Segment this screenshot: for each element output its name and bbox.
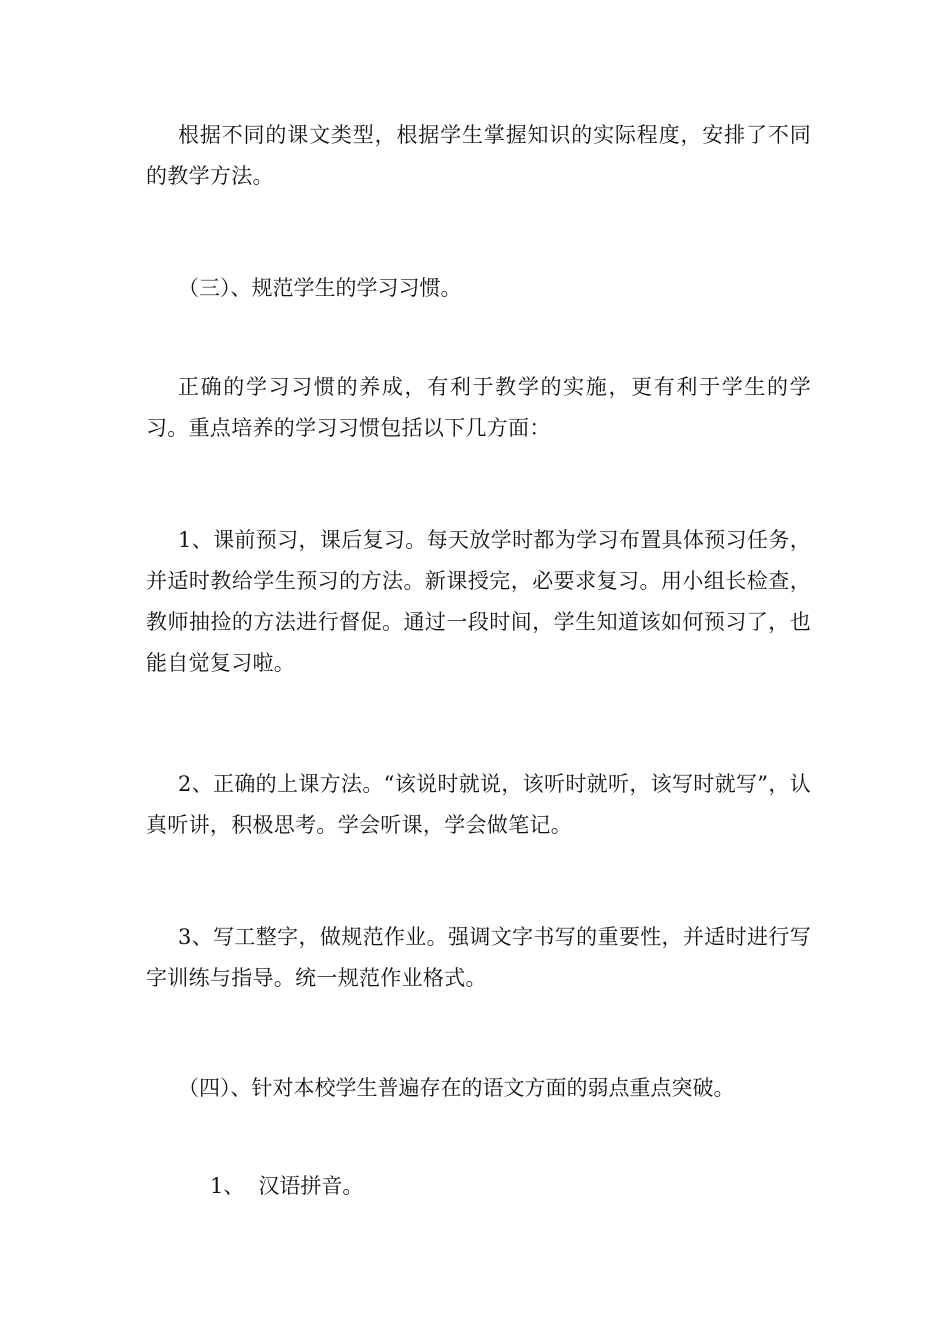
paragraph-teaching-methods: 根据不同的课文类型，根据学生掌握知识的实际程度，安排了不同的教学方法。 xyxy=(146,123,811,188)
paragraph-class-method: 2、正确的上课方法。“该说时就说，该听时就听，该写时就写”，认真听讲，积极思考。学会听课，学会做笔记。 xyxy=(146,772,811,837)
section-heading-four: （四）、针对本校学生普遍存在的语文方面的弱点重点突破。 xyxy=(178,1076,735,1100)
list-item-label: 1、 xyxy=(210,1174,245,1198)
list-item-pinyin xyxy=(146,1166,811,1207)
paragraph-preview-review: 1、课前预习，课后复习。每天放学时都为学习布置具体预习任务，并适时教给学生预习的方法。新课授完，必要求复习。用小组长检查，教师抽捡的方法进行督促。通过一段时间，学生知道该如何预习了，也能自觉复习啦。 xyxy=(146,528,811,675)
list-item-text: 汉语拼音。 xyxy=(258,1174,364,1198)
paragraph-handwriting: 3、写工整字，做规范作业。强调文字书写的重要性，并适时进行写字训练与指导。统一规范作业格式。 xyxy=(146,925,811,990)
paragraph-study-habits: 正确的学习习惯的养成，有利于教学的实施，更有利于学生的学习。重点培养的学习习惯包括以下几方面： xyxy=(146,375,811,440)
section-heading-three: （三）、规范学生的学习习惯。 xyxy=(178,276,462,300)
